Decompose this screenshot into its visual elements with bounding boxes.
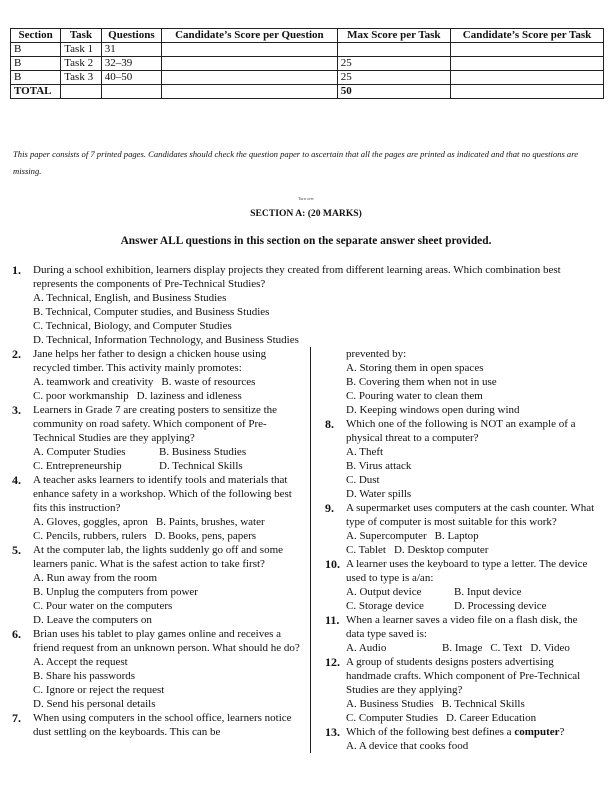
right-column [310, 347, 595, 753]
turn-over-label: Turn over [298, 196, 314, 201]
option-row [346, 459, 595, 473]
table-cell [451, 57, 604, 71]
answer-option: C. Ignore or reject the request [33, 684, 165, 696]
answer-option: C. Entrepreneurship [33, 460, 122, 472]
question-number: 1. [12, 263, 21, 277]
table-cell [101, 85, 161, 99]
question-stem-text: During a school exhibition, learners display projects they created from different learning areas. Which combination best represents the components of Pre-Technical Studies? [33, 264, 561, 290]
question-7-continuation [325, 347, 595, 417]
question-stem [33, 347, 300, 375]
table-header-cell: Section [11, 29, 61, 43]
option-row [346, 445, 595, 459]
question-stem-text: When a learner saves a video file on a flash disk, the data type saved is: [346, 614, 578, 640]
question-13 [325, 725, 595, 753]
answer-option: B. Technical Skills [441, 698, 525, 710]
question-stem-text: Which one of the following is NOT an example of a physical threat to a computer? [346, 418, 576, 444]
option-row [346, 529, 595, 543]
answer-option: C. poor workmanship [33, 390, 129, 402]
table-row [11, 57, 604, 71]
answer-option: A. Supercomputer [346, 530, 427, 542]
question-stem-text: Jane helps her father to design a chicken house using recycled timber. This activity mainly promotes: [33, 348, 267, 374]
table-cell: TOTAL [11, 85, 61, 99]
option-row [346, 389, 595, 403]
table-cell: 40–50 [101, 71, 161, 85]
answer-option: D. laziness and idleness [136, 390, 242, 402]
answer-option: A. Output device [346, 586, 422, 598]
option-row [346, 711, 595, 725]
answer-option: B. Input device [454, 586, 522, 598]
question-number: 2. [12, 347, 21, 361]
question-1-block [12, 263, 602, 347]
table-cell: Task 2 [61, 57, 101, 71]
answer-option: A. A device that cooks food [346, 740, 469, 752]
answer-option: A. Accept the request [33, 656, 128, 668]
question-stem [33, 263, 602, 291]
answer-option: A. Storing them in open spaces [346, 362, 484, 374]
table-row [11, 43, 604, 57]
answer-option: C. Tablet [346, 544, 386, 556]
answer-option: B. Unplug the computers from power [33, 586, 198, 598]
table-cell: B [11, 57, 61, 71]
question-stem [346, 613, 595, 641]
option-row [33, 305, 602, 319]
table-cell [162, 43, 338, 57]
option-row [33, 459, 300, 473]
option-row [33, 375, 300, 389]
table-cell: 50 [337, 85, 450, 99]
table-header-cell: Candidate’s Score per Question [162, 29, 338, 43]
answer-option: D. Technical, Information Technology, and Business Studies [33, 334, 299, 346]
question-10 [325, 557, 595, 613]
question-stem [33, 543, 300, 571]
question-stem-bold: computer [514, 726, 560, 738]
table-cell: 31 [101, 43, 161, 57]
option-row [346, 697, 595, 711]
option-row [346, 641, 595, 655]
table-row [11, 85, 604, 99]
answer-option: D. Video [530, 642, 570, 654]
table-row [11, 71, 604, 85]
table-cell [162, 71, 338, 85]
table-cell: 32–39 [101, 57, 161, 71]
answer-option: B. Technical, Computer studies, and Business Studies [33, 306, 270, 318]
option-row [33, 585, 300, 599]
answer-option: C. Dust [346, 474, 380, 486]
option-row [33, 529, 300, 543]
question-stem [346, 655, 595, 697]
two-column-questions [12, 347, 604, 753]
option-row [33, 697, 300, 711]
answer-option: B. Virus attack [346, 460, 412, 472]
answer-option: A. teamwork and creativity [33, 376, 154, 388]
question-stem-text: At the computer lab, the lights suddenly go off and some learners panic. What is the safest action to take first? [33, 544, 284, 570]
option-row [33, 613, 300, 627]
option-row [33, 445, 300, 459]
question-8 [325, 417, 595, 501]
option-row [346, 585, 595, 599]
answer-option: D. Processing device [454, 600, 547, 612]
question-2 [12, 347, 300, 403]
table-cell: 25 [337, 71, 450, 85]
answer-option: D. Send his personal details [33, 698, 156, 710]
answer-option: A. Audio [346, 642, 387, 654]
question-number: 6. [12, 627, 21, 641]
question-stem-text: When using computers in the school office, learners notice dust settling on the keyboards. This can be [33, 712, 292, 738]
answer-option: D. Water spills [346, 488, 412, 500]
question-4 [12, 473, 300, 543]
questions-area [12, 263, 604, 753]
score-table [10, 28, 604, 99]
answer-option: C. Technical, Biology, and Computer Studies [33, 320, 232, 332]
question-stem-continuation: prevented by: [346, 348, 407, 360]
answer-option: A. Theft [346, 446, 384, 458]
answer-option: B. Share his passwords [33, 670, 136, 682]
answer-option: B. Laptop [434, 530, 479, 542]
table-cell [162, 57, 338, 71]
table-cell [451, 85, 604, 99]
answer-option: B. Paints, brushes, water [155, 516, 265, 528]
question-stem-text: A supermarket uses computers at the cash counter. What type of computer is most suitable for this work? [346, 502, 595, 528]
question-stem [346, 417, 595, 445]
question-stem [33, 627, 300, 655]
option-row [346, 543, 595, 557]
option-row [33, 515, 300, 529]
question-6 [12, 627, 300, 711]
question-stem-text: A group of students designs posters advertising handmade crafts. Which component of Pre-Technical Studies are they applying? [346, 656, 581, 696]
table-cell: B [11, 43, 61, 57]
option-row [33, 333, 602, 347]
table-cell [162, 85, 338, 99]
question-number: 13. [325, 725, 340, 739]
table-cell: Task 1 [61, 43, 101, 57]
question-stem-after: ? [559, 726, 565, 738]
question-number: 9. [325, 501, 334, 515]
answer-option: C. Text [490, 642, 523, 654]
option-row [346, 599, 595, 613]
question-stem-text: Brian uses his tablet to play games online and receives a friend request from an unknown person. What should he do? [33, 628, 300, 654]
option-row [346, 361, 595, 375]
question-stem-text: A teacher asks learners to identify tools and materials that enhance safety in a workshop. Which of the following best fits this instruction? [33, 474, 292, 514]
option-row [33, 655, 300, 669]
option-row [33, 319, 602, 333]
option-row [346, 403, 595, 417]
section-instruction: Answer ALL questions in this section on the separate answer sheet provided. [120, 235, 492, 247]
table-cell [61, 85, 101, 99]
table-header-cell: Candidate’s Score per Task [451, 29, 604, 43]
answer-option: D. Keeping windows open during wind [346, 404, 520, 416]
option-row [33, 291, 602, 305]
pages-note: This paper consists of 7 printed pages. Candidates should check the question paper to ascertain that all the pages are printed as indicated and that no questions are missing. [13, 149, 579, 176]
answer-option: C. Storage device [346, 600, 424, 612]
option-row [33, 389, 300, 403]
question-9 [325, 501, 595, 557]
option-row [33, 599, 300, 613]
question-number: 4. [12, 473, 21, 487]
table-header-cell: Max Score per Task [337, 29, 450, 43]
table-cell: B [11, 71, 61, 85]
question-3 [12, 403, 300, 473]
option-row [346, 375, 595, 389]
question-stem [346, 725, 595, 739]
question-number: 12. [325, 655, 340, 669]
question-stem [346, 557, 595, 585]
question-stem-text: Which of the following best defines a [346, 726, 515, 738]
score-table-body [11, 43, 604, 99]
question-12 [325, 655, 595, 725]
left-column [12, 347, 310, 739]
answer-option: B. Covering them when not in use [346, 376, 497, 388]
answer-option: A. Computer Studies [33, 446, 126, 458]
question-number: 7. [12, 711, 21, 725]
option-row [346, 473, 595, 487]
question-1 [12, 263, 602, 347]
question-stem-text: A learner uses the keyboard to type a letter. The device used to type is a/an: [346, 558, 588, 584]
answer-option: D. Leave the computers on [33, 614, 152, 626]
question-number: 11. [325, 613, 340, 627]
option-row [346, 487, 595, 501]
question-stem [346, 501, 595, 529]
option-row [33, 669, 300, 683]
answer-option: A. Technical, English, and Business Studies [33, 292, 227, 304]
answer-option: A. Gloves, goggles, apron [33, 516, 148, 528]
question-stem [33, 711, 300, 739]
question-7 [12, 711, 300, 739]
answer-option: A. Business Studies [346, 698, 434, 710]
answer-option: D. Desktop computer [393, 544, 489, 556]
score-table-header [11, 29, 604, 43]
option-row [33, 683, 300, 697]
answer-option: B. Business Studies [159, 446, 247, 458]
answer-option: A. Run away from the room [33, 572, 158, 584]
table-cell [451, 71, 604, 85]
answer-option: D. Books, pens, papers [154, 530, 257, 542]
option-row [346, 739, 595, 753]
table-cell [337, 43, 450, 57]
question-stem [33, 473, 300, 515]
answer-option: C. Pouring water to clean them [346, 390, 483, 402]
option-row [33, 571, 300, 585]
table-header-cell: Task [61, 29, 101, 43]
question-number: 5. [12, 543, 21, 557]
question-stem [33, 403, 300, 445]
question-number: 3. [12, 403, 21, 417]
table-cell [451, 43, 604, 57]
question-5 [12, 543, 300, 627]
answer-option: C. Pencils, rubbers, rulers [33, 530, 147, 542]
table-header-cell: Questions [101, 29, 161, 43]
answer-option: D. Technical Skills [159, 460, 243, 472]
question-number: 10. [325, 557, 340, 571]
section-title: SECTION A: (20 MARKS) [250, 208, 362, 219]
answer-option: B. Image [442, 642, 483, 654]
answer-option: C. Pour water on the computers [33, 600, 173, 612]
answer-option: B. waste of resources [161, 376, 256, 388]
question-11 [325, 613, 595, 655]
question-stem-text: Learners in Grade 7 are creating posters to sensitize the community on road safety. Which component of Pre-Technical Studies are they applying? [33, 404, 278, 444]
table-cell: 25 [337, 57, 450, 71]
answer-option: C. Computer Studies [346, 712, 438, 724]
answer-option: D. Career Education [445, 712, 537, 724]
question-number: 8. [325, 417, 334, 431]
table-cell: Task 3 [61, 71, 101, 85]
